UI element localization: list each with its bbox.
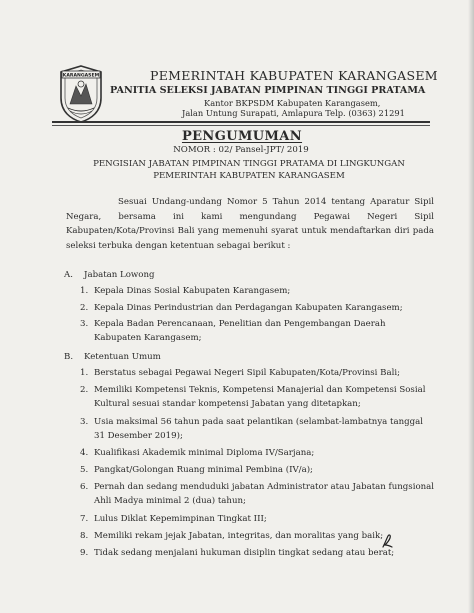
- list-item: 2. Memiliki Kompetensi Teknis, Kompetensi Manajerial dan Kompetensi Sosial Kultural sesuai standar kompetensi Jabatan yang ditetapkan;: [80, 385, 426, 410]
- address-line-2: Jalan Untung Surapati, Amlapura Telp. (0363) 21291: [182, 108, 405, 118]
- subject-line-1: PENGISIAN JABATAN PIMPINAN TINGGI PRATAMA DI LINGKUNGAN: [93, 159, 405, 169]
- section-b-heading: [64, 352, 161, 362]
- subject-line-2: PEMERINTAH KABUPATEN KARANGASEM: [153, 170, 345, 181]
- announcement-subject: [84, 159, 414, 182]
- section-a-list: [80, 284, 435, 348]
- government-title: PEMERINTAH KABUPATEN KARANGASEM: [150, 68, 438, 83]
- page-edge-shadow: [468, 0, 474, 613]
- list-item: 5. Pangkat/Golongan Ruang minimal Pembina (IV/a);: [80, 465, 313, 476]
- letterhead-rule-thin: [52, 125, 430, 126]
- list-item: 4. Kualifikasi Akademik minimal Diploma IV/Sarjana;: [80, 447, 315, 458]
- list-item: 1. Kepala Dinas Sosial Kabupaten Karangasem;: [80, 286, 291, 296]
- handwritten-initial-mark: [380, 533, 394, 549]
- intro-text: Sesuai Undang-undang Nomor 5 Tahun 2014 tentang Aparatur Sipil Negara, bersama ini kami mengundang Pegawai Negeri Sipil Kabupaten/Kota/Provinsi Bali yang memenuhi syarat untuk mendaftarkan diri pada seleksi terbuka dengan ketentuan sebagai berikut :: [66, 197, 434, 251]
- emblem-label: KARANGASEM: [62, 73, 100, 79]
- section-b-letter: B.: [64, 352, 74, 362]
- announcement-number: NOMOR : 02/ Pansel-JPT/ 2019: [173, 145, 309, 155]
- section-a-heading: [64, 270, 154, 280]
- list-item: 3. Usia maksimal 56 tahun pada saat pelantikan (selambat-lambatnya tanggal 31 Desember 2019);: [80, 416, 424, 441]
- karangasem-emblem-icon: [58, 64, 104, 124]
- list-item: 1. Berstatus sebagai Pegawai Negeri Sipil Kabupaten/Kota/Provinsi Bali;: [80, 368, 400, 378]
- list-item: 8. Memiliki rekam jejak Jabatan, integritas, dan moralitas yang baik;: [80, 531, 384, 542]
- section-a-letter: A.: [64, 270, 73, 280]
- letterhead-rule-thick: [52, 121, 430, 123]
- address-line-1: Kantor BKPSDM Kabupaten Karangasem,: [204, 98, 381, 108]
- committee-title: PANITIA SELEKSI JABATAN PIMPINAN TINGGI PRATAMA: [110, 85, 426, 96]
- list-item: 6. Pernah dan sedang menduduki jabatan Administrator atau Jabatan fungsional Ahli Madya minimal 2 (dua) tahun;: [80, 482, 435, 507]
- section-a-title: Jabatan Lowong: [84, 270, 155, 280]
- intro-paragraph: [66, 195, 434, 253]
- list-item: 2. Kepala Dinas Perindustrian dan Perdagangan Kabupaten Karangasem;: [80, 302, 403, 313]
- announcement-title: PENGUMUMAN: [181, 129, 303, 144]
- section-b-title: Ketentuan Umum: [84, 352, 161, 362]
- list-item: 7. Lulus Diklat Kepemimpinan Tingkat III;: [80, 513, 267, 524]
- list-item: 3. Kepala Badan Perencanaan, Penelitian dan Pengembangan Daerah Kabupaten Karangasem;: [80, 319, 386, 343]
- list-item: 9. Tidak sedang menjalani hukuman disiplin tingkat sedang atau berat;: [80, 548, 395, 559]
